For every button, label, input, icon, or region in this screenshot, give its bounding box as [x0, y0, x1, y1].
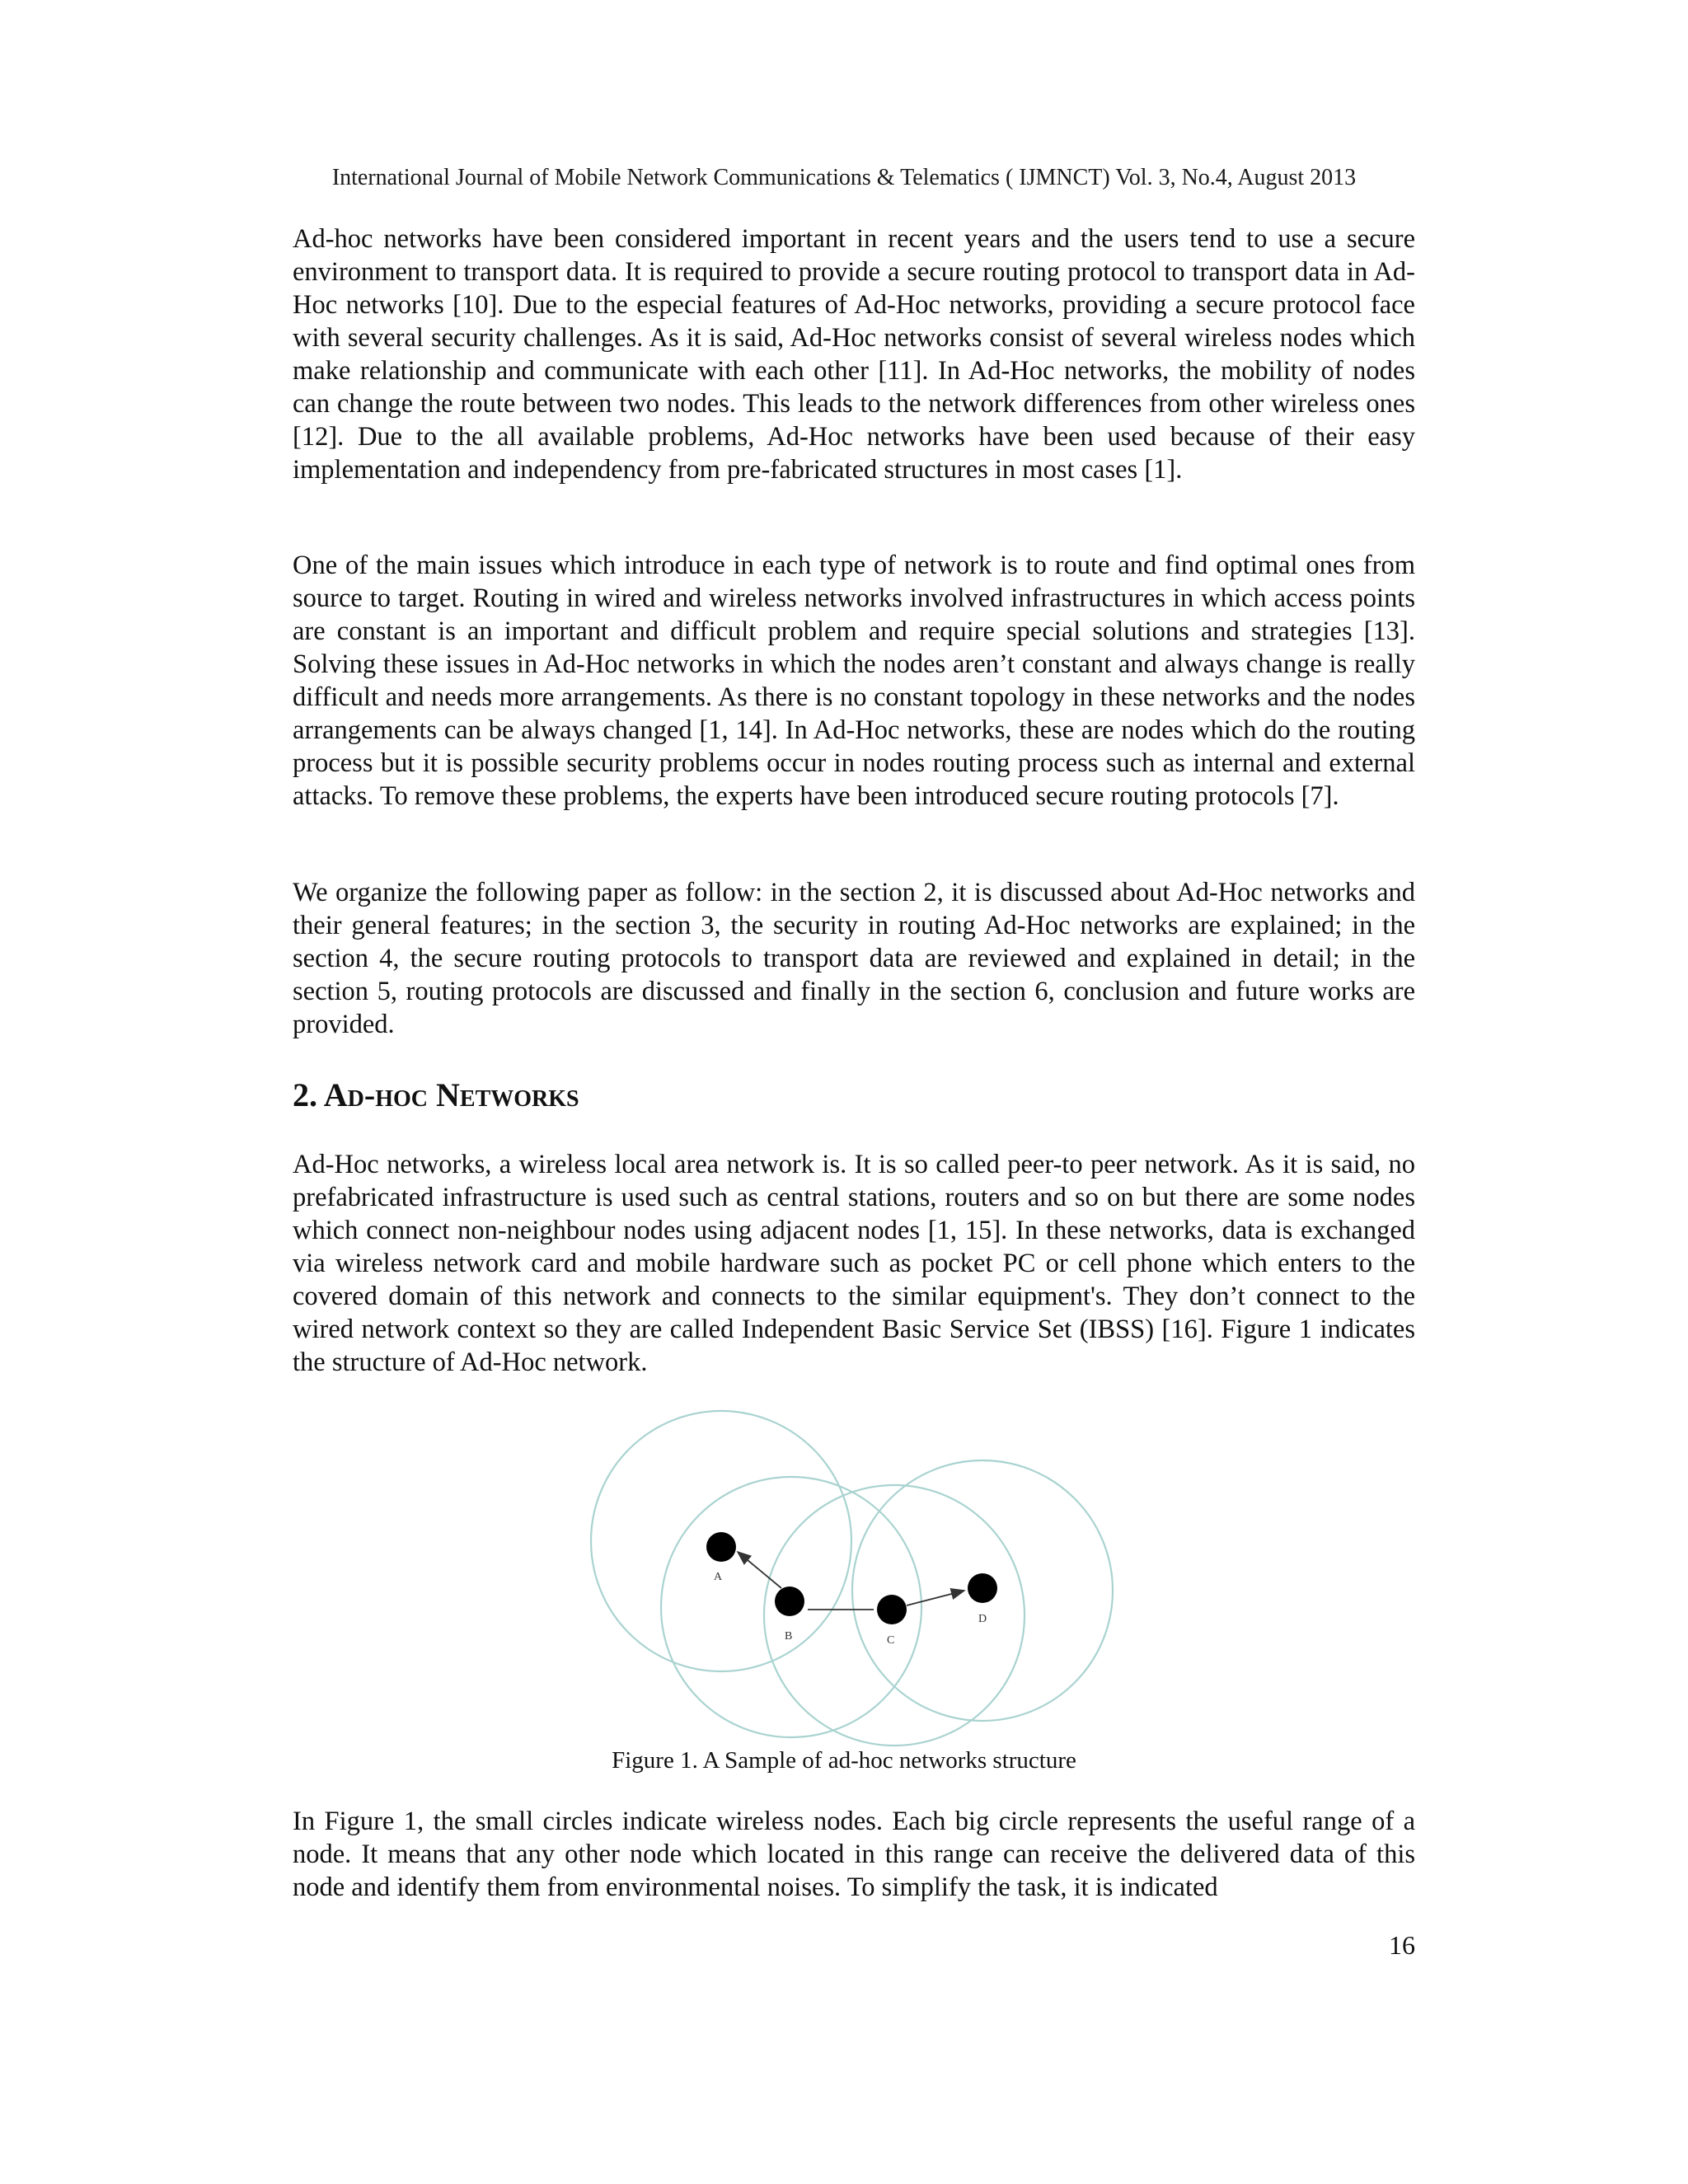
node-a: [706, 1532, 736, 1562]
running-header: International Journal of Mobile Network Communications & Telematics ( IJMNCT) Vol. 3, No.4, August 2013: [331, 165, 1357, 190]
node-d: [968, 1573, 997, 1603]
paragraph-adhoc-networks: Ad-Hoc networks, a wireless local area network is. It is so called peer-to peer network. As it is said, no prefabricated infrastructure is used such as central stations, routers and so on but there are some nodes which connect non-neighbour nodes using adjacent nodes [1, 15]. In these networks, data is exchanged via wireless network card and mobile hardware such as pocket PC or cell phone which enters to the covered domain of this network and connects to the similar equipment's. They don’t connect to the wired network context so they are called Independent Basic Service Set (IBSS) [16]. Figure 1 indicates the structure of Ad-Hoc network.: [293, 1150, 1415, 1377]
link-b-to-a: [738, 1552, 781, 1588]
page-number: 16: [1389, 1930, 1415, 1960]
link-c-to-d: [907, 1591, 964, 1605]
paragraph-routing-issues: One of the main issues which introduce in each type of network is to route and find optimal ones from source to target. Routing in wired and wireless networks involved infrastructures in which access points are constant is an important and difficult problem and require special solutions and strategies [13]. Solving these issues in Ad-Hoc networks in which the nodes aren’t constant and always change is really difficult and needs more arrangements. As there is no constant topology in these networks and the nodes arrangements can be always changed [1, 14]. In Ad-Hoc networks, these are nodes which do the routing process but it is possible security problems occur in nodes routing process such as internal and external attacks. To remove these problems, the experts have been introduced secure routing protocols [7].: [293, 551, 1415, 811]
node-c: [877, 1595, 907, 1624]
figure-caption: Figure 1. A Sample of ad-hoc networks structure: [612, 1747, 1076, 1774]
node-label-c: C: [887, 1634, 895, 1647]
paragraph-organization: We organize the following paper as follow: in the section 2, it is discussed about Ad-Hoc networks and their general features; in the section 3, the security in routing Ad-Hoc networks are explained; in the section 4, the secure routing protocols to transport data are reviewed and explained in detail; in the section 5, routing protocols are discussed and finally in the section 6, conclusion and future works are provided.: [293, 878, 1415, 1039]
node-label-a: A: [714, 1571, 723, 1583]
node-label-d: D: [978, 1613, 987, 1625]
paragraph-figure-explanation: In Figure 1, the small circles indicate wireless nodes. Each big circle represents the useful range of a node. It means that any other node which located in this range can receive the delivered data of this node and identify them from environmental noises. To simplify the task, it is indicated: [293, 1807, 1415, 1902]
figure-adhoc-structure: [585, 1405, 1129, 1751]
paragraph-intro: Ad-hoc networks have been considered important in recent years and the users tend to use a secure environment to transport data. It is required to provide a secure routing protocol to transport data in Ad-Hoc networks [10]. Due to the especial features of Ad-Hoc networks, providing a secure protocol face with several security challenges. As it is said, Ad-Hoc networks consist of several wireless nodes which make relationship and communicate with each other [11]. In Ad-Hoc networks, the mobility of nodes can change the route between two nodes. This leads to the network differences from other wireless ones [12]. Due to the all available problems, Ad-Hoc networks have been used because of their easy implementation and independency from pre-fabricated structures in most cases [1].: [293, 224, 1415, 485]
node-b: [775, 1586, 804, 1616]
section-heading: 2. Ad-hoc Networks: [293, 1076, 579, 1113]
network-diagram: [585, 1405, 1129, 1751]
node-label-b: B: [785, 1630, 793, 1643]
